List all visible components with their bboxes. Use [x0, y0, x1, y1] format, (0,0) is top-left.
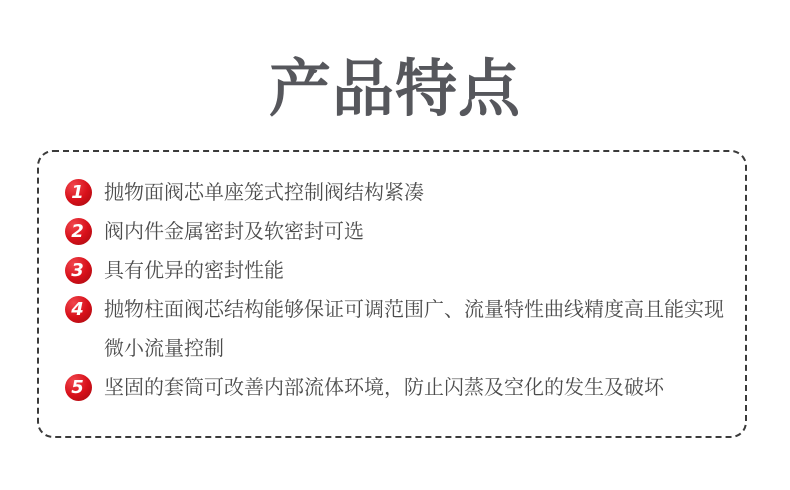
feature-text-3: 具有优异的密封性能: [104, 258, 284, 282]
number-badge-1: 1: [65, 179, 92, 206]
number-badge-2: 2: [65, 218, 92, 245]
feature-text-4: 抛物柱面阀芯结构能够保证可调范围广、流量特性曲线精度高且能实现微小流量控制: [104, 297, 724, 360]
page-title: 产品特点: [268, 52, 521, 125]
number-badge-3: 3: [65, 257, 92, 284]
feature-text-1: 抛物面阀芯单座笼式控制阀结构紧凑: [104, 180, 424, 204]
features-box: [37, 150, 747, 438]
feature-item-4: [65, 290, 727, 368]
feature-text-5: 坚固的套筒可改善内部流体环境，防止闪蒸及空化的发生及破坏: [104, 375, 664, 399]
number-badge-4: 4: [65, 296, 92, 323]
feature-item-3: [65, 251, 727, 290]
feature-item-5: [65, 368, 727, 407]
feature-text-2: 阀内件金属密封及软密封可选: [104, 219, 364, 243]
feature-item-2: [65, 212, 727, 251]
number-badge-5: 5: [65, 374, 92, 401]
feature-item-1: [65, 173, 727, 212]
